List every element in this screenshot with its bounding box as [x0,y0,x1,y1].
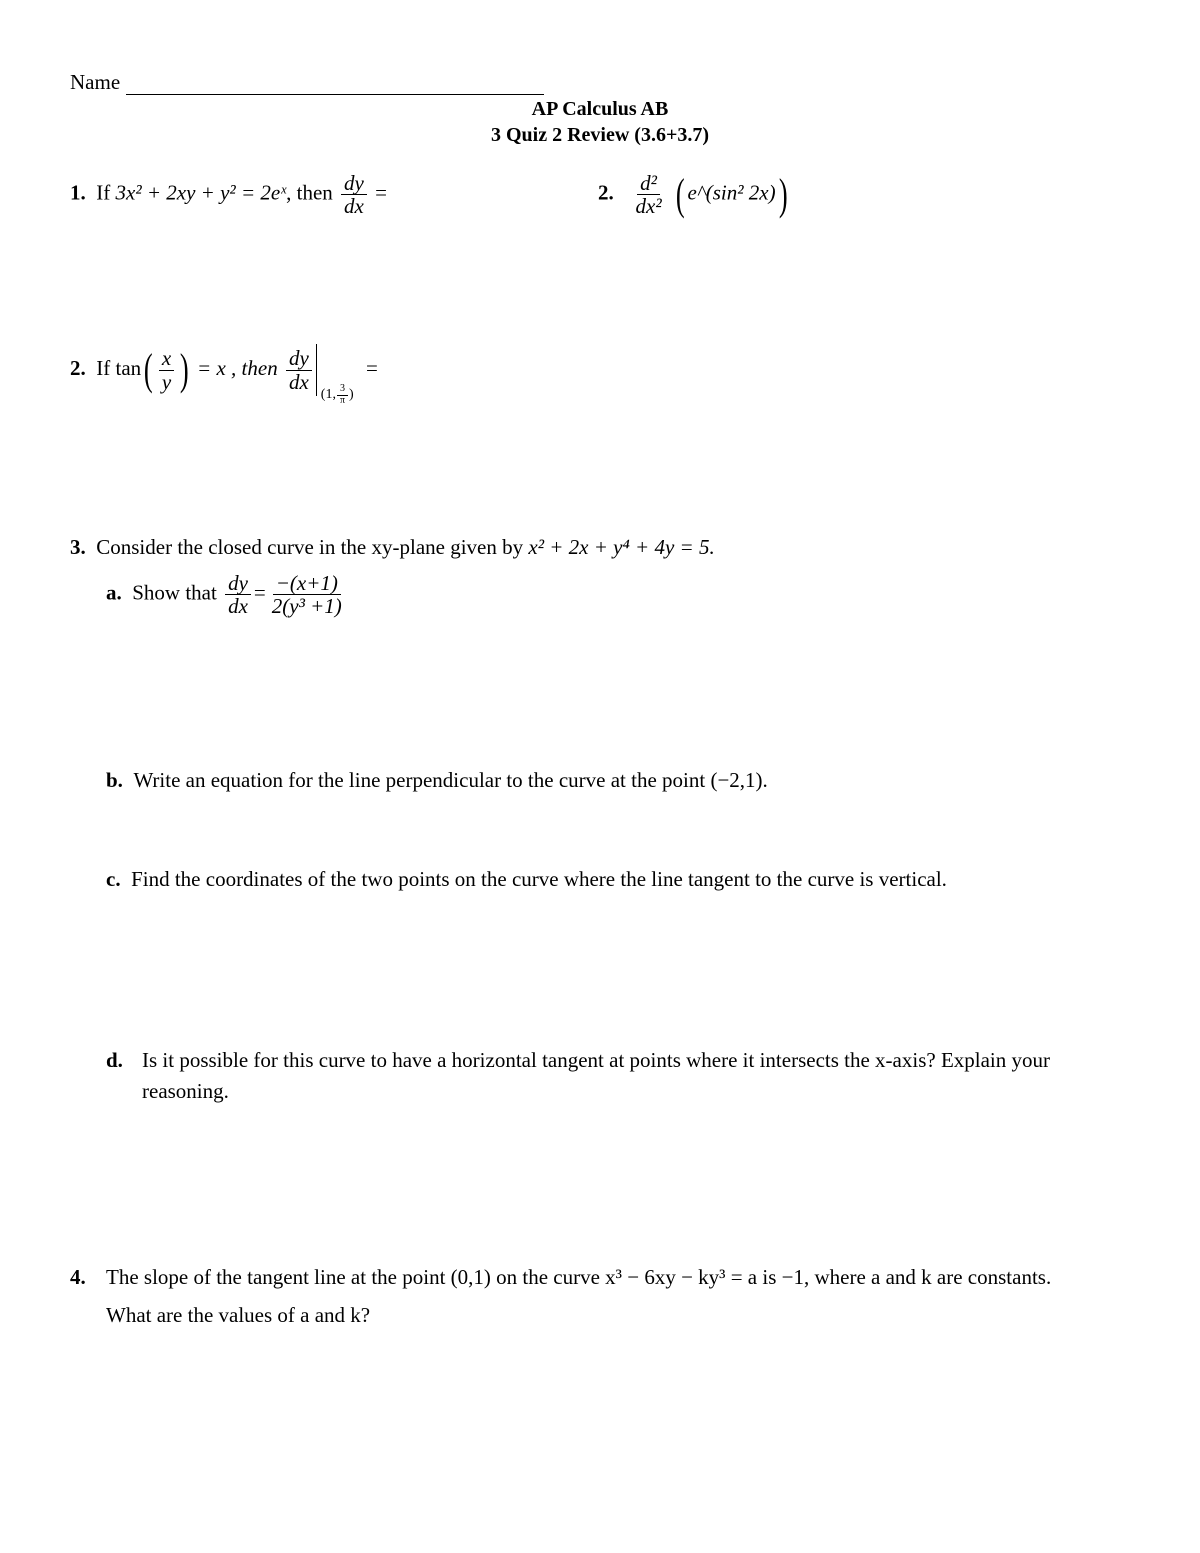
question-2-second-derivative: 2. $\frac{\text{d²}}{\text{dx²}}$ ( e^(sin² 2x)) [598,169,788,219]
question-4-text: The slope of the tangent line at the point (0,1) on the curve x³ − 6xy − ky³ = a is −1, where a and k are constants. What are the values of a and k? [106,1265,1052,1327]
question-4 [70,1258,1100,1334]
question-2b-number: 2. [70,355,86,380]
second-derivative-numerator: d² [637,172,660,195]
question-2b-lead: If [96,355,111,380]
name-blank-line[interactable] [126,74,544,95]
question-2b-middle: = x , then [197,355,278,380]
question-3a: a. Show that $\frac{dy}{dx}$ = $\frac{-(x+1)}{\text{2(y³ +1)}}$ [106,572,348,617]
question-1-derivative [341,172,367,217]
question-3b-text: Write an equation for the line perpendicular to the curve at the point (−2,1). [133,768,768,792]
question-2a-number: 2. [598,180,614,205]
question-2b-derivative-denominator: dx [288,369,309,394]
question-2b-equals: = [366,355,378,380]
course-title: AP Calculus AB [531,98,669,120]
tan-function: tan [115,355,142,380]
question-3-number: 3. [70,535,86,559]
question-1-lead: If [96,180,111,205]
evaluation-point: (1, $\frac{3}{\pi}$ ) [320,383,354,406]
name-label: Name [70,70,121,94]
second-derivative-operator [633,172,665,217]
question-3d [106,1045,1116,1107]
question-3-text: Consider the closed curve in the xy-plane given by [96,535,524,559]
tan-argument-numerator: x [159,347,174,370]
question-1 [70,172,387,217]
question-3a-rhs [269,572,345,617]
evaluation-bar [316,344,361,406]
question-2b-derivative-numerator: dy [286,347,312,370]
question-3a-rhs-numerator: −(x+1) [273,572,341,595]
question-3a-rhs-denominator: 2(y³ +1) [271,594,342,619]
question-3b-label: b. [106,768,123,792]
question-1-number: 1. [70,180,86,205]
tan-argument [159,347,174,392]
question-3a-lhs [225,572,251,617]
question-1-equals: = [375,180,387,205]
question-3c [106,867,947,892]
name-field-row [70,70,544,95]
question-3c-label: c. [106,867,121,891]
question-3-equation: x² + 2x + y⁴ + 4y = 5. [528,535,715,559]
question-3d-text: Is it possible for this curve to have a horizontal tangent at points where it intersects the x-axis? Explain your reasoning. [142,1048,1051,1103]
question-3a-text: Show that [132,580,217,605]
tan-argument-denominator: y [161,369,172,394]
question-3a-label: a. [106,580,122,605]
question-3c-text: Find the coordinates of the two points on the curve where the line tangent to the curve is vertical. [131,867,947,891]
quiz-subtitle: 3 Quiz 2 Review (3.6+3.7) [490,124,710,146]
question-3d-label: d. [106,1048,123,1072]
question-3b [106,768,768,793]
second-derivative-denominator: dx² [635,194,662,219]
derivative-denominator: dx [344,194,364,219]
question-3a-lhs-denominator: dx [228,594,248,619]
question-3a-lhs-numerator: dy [225,572,251,595]
question-2b-derivative [286,347,312,392]
question-1-then: , then [286,180,333,205]
question-2-tan: 2. If tan( $\frac{x}{y}$ ) = x , then $\frac{dy}{dx}$ (1, $\frac{3}{\pi}$ ) = [70,345,378,406]
question-3 [70,535,715,560]
question-1-equation: 3x² + 2xy + y² = 2eˣ [115,180,287,205]
exponential-expression: e^(sin² 2x) [687,180,776,205]
question-4-number: 4. [70,1265,86,1289]
derivative-numerator: dy [341,172,367,195]
